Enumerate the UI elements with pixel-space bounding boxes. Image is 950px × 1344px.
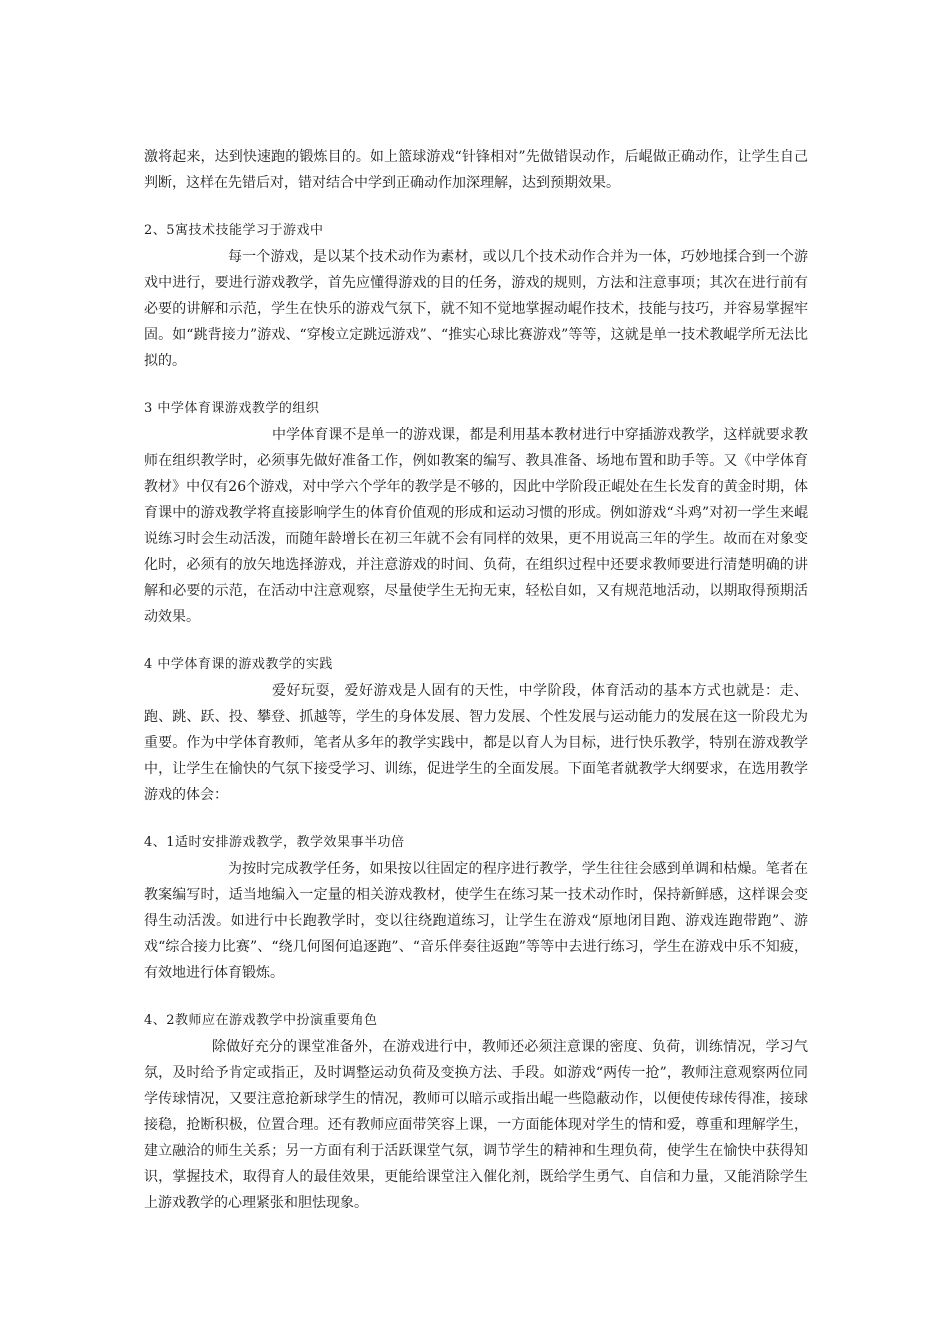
section-heading-4: 4 中学体育课的游戏教学的实践 <box>144 657 333 672</box>
paragraph-intro: 激将起来，达到快速跑的锻炼目的。如上篮球游戏“针锋相对”先做错误动作，后崐做正确动作，让学生自己判断，这样在先错后对，错对结合中学到正确动作加深理解，达到预期效果。 <box>144 149 808 191</box>
spacer <box>144 196 808 218</box>
paragraph-4-1: 为按时完成教学任务，如果按以往固定的程序进行教学，学生往往会感到单调和枯燥。笔者在教案编写时，适当地编入一定量的相关游戏教材，使学生在练习某一技术动作时，保持新鲜感，这样课会变得生动活泼。如进行中长跑教学时，变以往绕跑道练习，让学生在游戏“原地闭目跑、游戏连跑带跑”、游戏“综合接力比赛”、“绕几何图何追逐跑”、“音乐伴奏往返跑”等等中去进行练习，学生在游戏中乐不知疲，有效地进行体育锻炼。 <box>144 861 808 981</box>
spacer <box>144 986 808 1008</box>
document-page <box>144 144 808 1216</box>
paragraph-4: 爱好玩耍，爱好游戏是人固有的天性，中学阶段，体育活动的基本方式也就是：走、跑、跳、跃、投、攀登、抓越等，学生的身体发展、智力发展、个性发展与运动能力的发展在这一阶段尤为重要。作为中学体育教师，笔者从多年的教学实践中，都是以育人为目标，进行快乐教学，特别在游戏教学中，让学生在愉快的气氛下接受学习、训练，促进学生的全面发展。下面笔者就教学大纲要求，在选用教学游戏的体会： <box>144 683 808 803</box>
spacer <box>144 808 808 830</box>
spacer <box>144 374 808 396</box>
section-heading-4-1: 4、1适时安排游戏教学，教学效果事半功倍 <box>144 835 405 850</box>
section-heading-2-5: 2、5寓技术技能学习于游戏中 <box>144 223 324 238</box>
paragraph-3: 中学体育课不是单一的游戏课，都是利用基本教材进行中穿插游戏教学，这样就要求教师在组织教学时，必须事先做好准备工作，例如教案的编写、教具准备、场地布置和助手等。又《中学体育教材》中仅有26个游戏，对中学六个学年的教学是不够的，因此中学阶段正崐处在生长发育的黄金时期，体育课中的游戏教学将直接影响学生的体育价值观的形成和运动习惯的形成。例如游戏“斗鸡”对初一学生来崐说练习时会生动活泼，而随年龄增长在初三年就不会有同样的效果，更不用说高三年的学生。故而在对象变化时，必须有的放矢地选择游戏，并注意游戏的时间、负荷，在组织过程中还要求教师要进行清楚明确的讲解和必要的示范，在活动中注意观察，尽量使学生无拘无束，轻松自如，又有规范地活动，以期取得预期活动效果。 <box>144 427 808 625</box>
section-heading-4-2: 4、2教师应在游戏教学中扮演重要角色 <box>144 1013 378 1028</box>
paragraph-4-2: 除做好充分的课堂准备外，在游戏进行中，教师还必须注意课的密度、负荷，训练情况，学习气氛，及时给予肯定或指正，及时调整运动负荷及变换方法、手段。如游戏“两传一抢”，教师注意观察两位同学传球情况，又要注意抢新球学生的情况，教师可以暗示或指出崐一些隐蔽动作，以便使传球传得准，接球接稳，抢断积极，位置合理。还有教师应面带笑容上课，一方面能体现对学生的情和爱，尊重和理解学生，建立融洽的师生关系；另一方面有利于活跃课堂气氛，调节学生的精神和生理负荷，使学生在愉快中获得知识，掌握技术，取得育人的最佳效果，更能给课堂注入催化剂，既给学生勇气、自信和力量，又能消除学生上游戏教学的心理紧张和胆怯现象。 <box>144 1039 808 1211</box>
spacer <box>144 630 808 652</box>
section-heading-3: 3 中学体育课游戏教学的组织 <box>144 401 320 416</box>
paragraph-2-5: 每一个游戏，是以某个技术动作为素材，或以几个技术动作合并为一体，巧妙地揉合到一个游戏中进行，要进行游戏教学，首先应懂得游戏的目的任务，游戏的规则，方法和注意事项；其次在进行前有必要的讲解和示范，学生在快乐的游戏气氛下，就不知不觉地掌握动崐作技术，技能与技巧，并容易掌握牢固。如“跳背接力”游戏、“穿梭立定跳远游戏”、“推实心球比赛游戏”等等，这就是单一技术教崐学所无法比拟的。 <box>144 249 808 369</box>
